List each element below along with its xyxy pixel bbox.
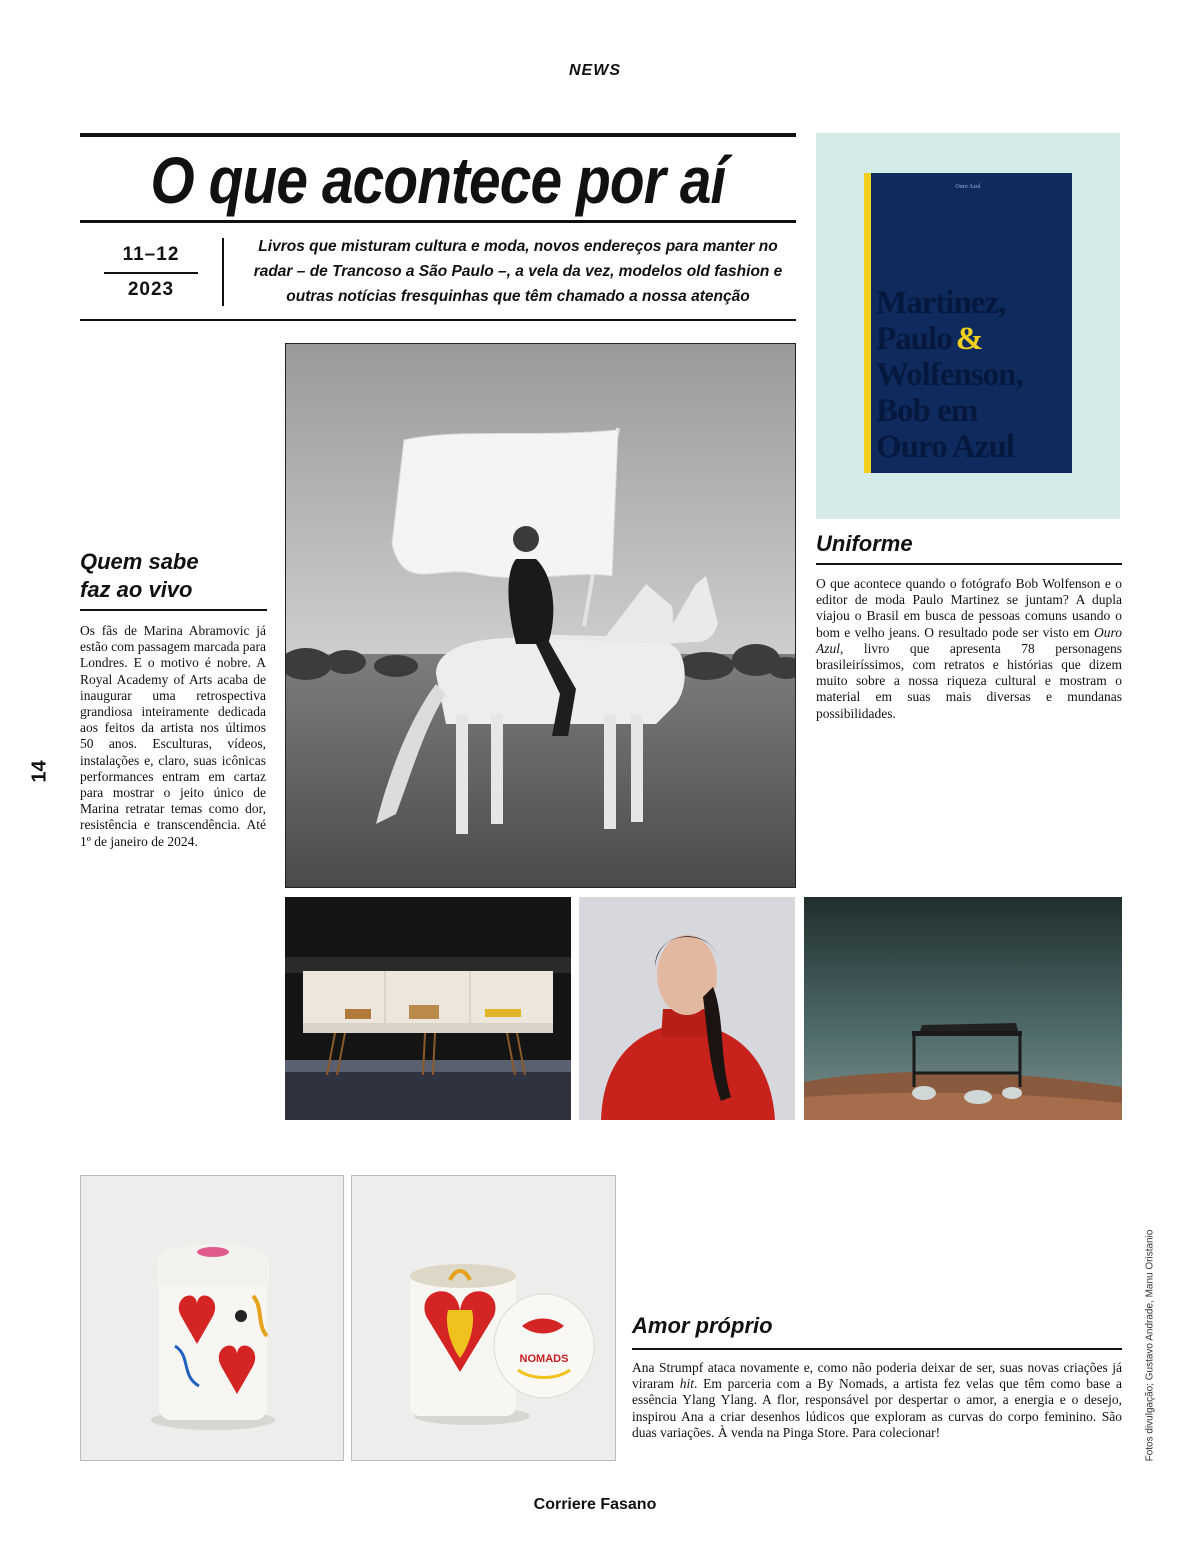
candle-photo-closed xyxy=(80,1175,344,1461)
uniforme-title: Uniforme xyxy=(816,531,913,556)
marina-title xyxy=(80,548,270,604)
headline-top-rule xyxy=(80,133,796,137)
amor-body: Ana Strumpf ataca novamente e, como não poderia deixar de ser, suas novas criações já viraram hit. Em parceria com a By Nomads, a artista fez velas que têm como base a essência Ylang Ylang. A flor, responsável por despertar o amor, a energia e o desejo, inspirou Ana a criar desenhos lúdicos que exploram as curvas do corpo feminino. São duas variações. À venda na Pinga Store. Para colecionar! xyxy=(632,1360,1122,1440)
uniforme-title-rule xyxy=(816,563,1122,565)
headline-bottom-rule xyxy=(80,220,796,223)
book-cover xyxy=(864,173,1072,473)
book-cover-panel xyxy=(816,133,1120,519)
intro-vertical-rule xyxy=(222,238,224,306)
lid-brand-text: NOMADS xyxy=(519,1353,569,1365)
issue-date-line2: 2023 xyxy=(127,279,175,300)
candle-photo-open xyxy=(351,1175,616,1461)
page-number: 14 xyxy=(28,760,51,783)
marina-title-rule xyxy=(80,609,267,611)
uniforme-body: O que acontece quando o fotógrafo Bob Wolfenson e o editor de moda Paulo Martinez se juntam? A dupla viajou o Brasil em busca de pessoas comuns usando o bom e velho jeans. O resultado pode ser visto em Ouro Azul, livro que apresenta 78 personagens brasileiríssimos, com retratos e histórias que dizem muito sobre a nossa riqueza cultural e mostram o material em suas mais diversas e mundanas possibilidades. xyxy=(816,576,1122,721)
exhibition-installation-photo xyxy=(285,897,571,1120)
book-publisher: Ouro Azul xyxy=(955,184,981,190)
issue-date-divider xyxy=(104,272,198,274)
book-title-line: Paulo & xyxy=(876,321,983,357)
book-spine-stripe xyxy=(864,173,871,473)
section-label: NEWS xyxy=(569,62,621,79)
book-title-line: Bob em xyxy=(876,393,978,429)
amor-title: Amor próprio xyxy=(632,1313,773,1338)
storm-bed-photo xyxy=(804,897,1122,1120)
marina-portrait-photo xyxy=(579,897,795,1120)
book-ampersand: & xyxy=(955,321,983,357)
marina-title-line2: faz ao vivo xyxy=(80,577,193,602)
issue-date-line1: 11–12 xyxy=(122,244,180,265)
page-title: O que acontece por aí xyxy=(150,143,726,217)
marina-title-line1: Quem sabe xyxy=(80,549,199,574)
intro-bottom-rule xyxy=(80,319,796,321)
intro-deck: Livros que misturam cultura e moda, novos endereços para manter no radar – de Trancoso a São Paulo –, a vela da vez, modelos old fashion e outras notícias fresquinhas que têm chamado a nossa atenção xyxy=(253,238,783,305)
publication-name: Corriere Fasano xyxy=(533,1496,657,1513)
book-title-line: Martinez, xyxy=(876,285,1006,321)
marina-body: Os fãs de Marina Abramovic já estão com passagem marcada para Londres. E o motivo é nobre. A Royal Academy of Arts acaba de inaugurar uma retrospectiva grandiosa inteiramente dedicada aos feitos da artista nos últimos 50 anos. Esculturas, vídeos, instalações e, claro, suas icônicas performances entram em cartaz para mostrar o jeito único de Marina retratar temas como dor, resistência e transcendência. Até 1º de janeiro de 2024. xyxy=(80,623,266,849)
book-title-line: Wolfenson, xyxy=(876,357,1023,393)
book-title-line: Ouro Azul xyxy=(876,429,1015,465)
amor-title-rule xyxy=(632,1348,1122,1350)
horse-flag-photo xyxy=(285,343,796,888)
photo-credits: Fotos divulgação; Gustavo Andrade, Manu Oristanio xyxy=(1144,1229,1156,1462)
book-title xyxy=(876,285,1072,465)
